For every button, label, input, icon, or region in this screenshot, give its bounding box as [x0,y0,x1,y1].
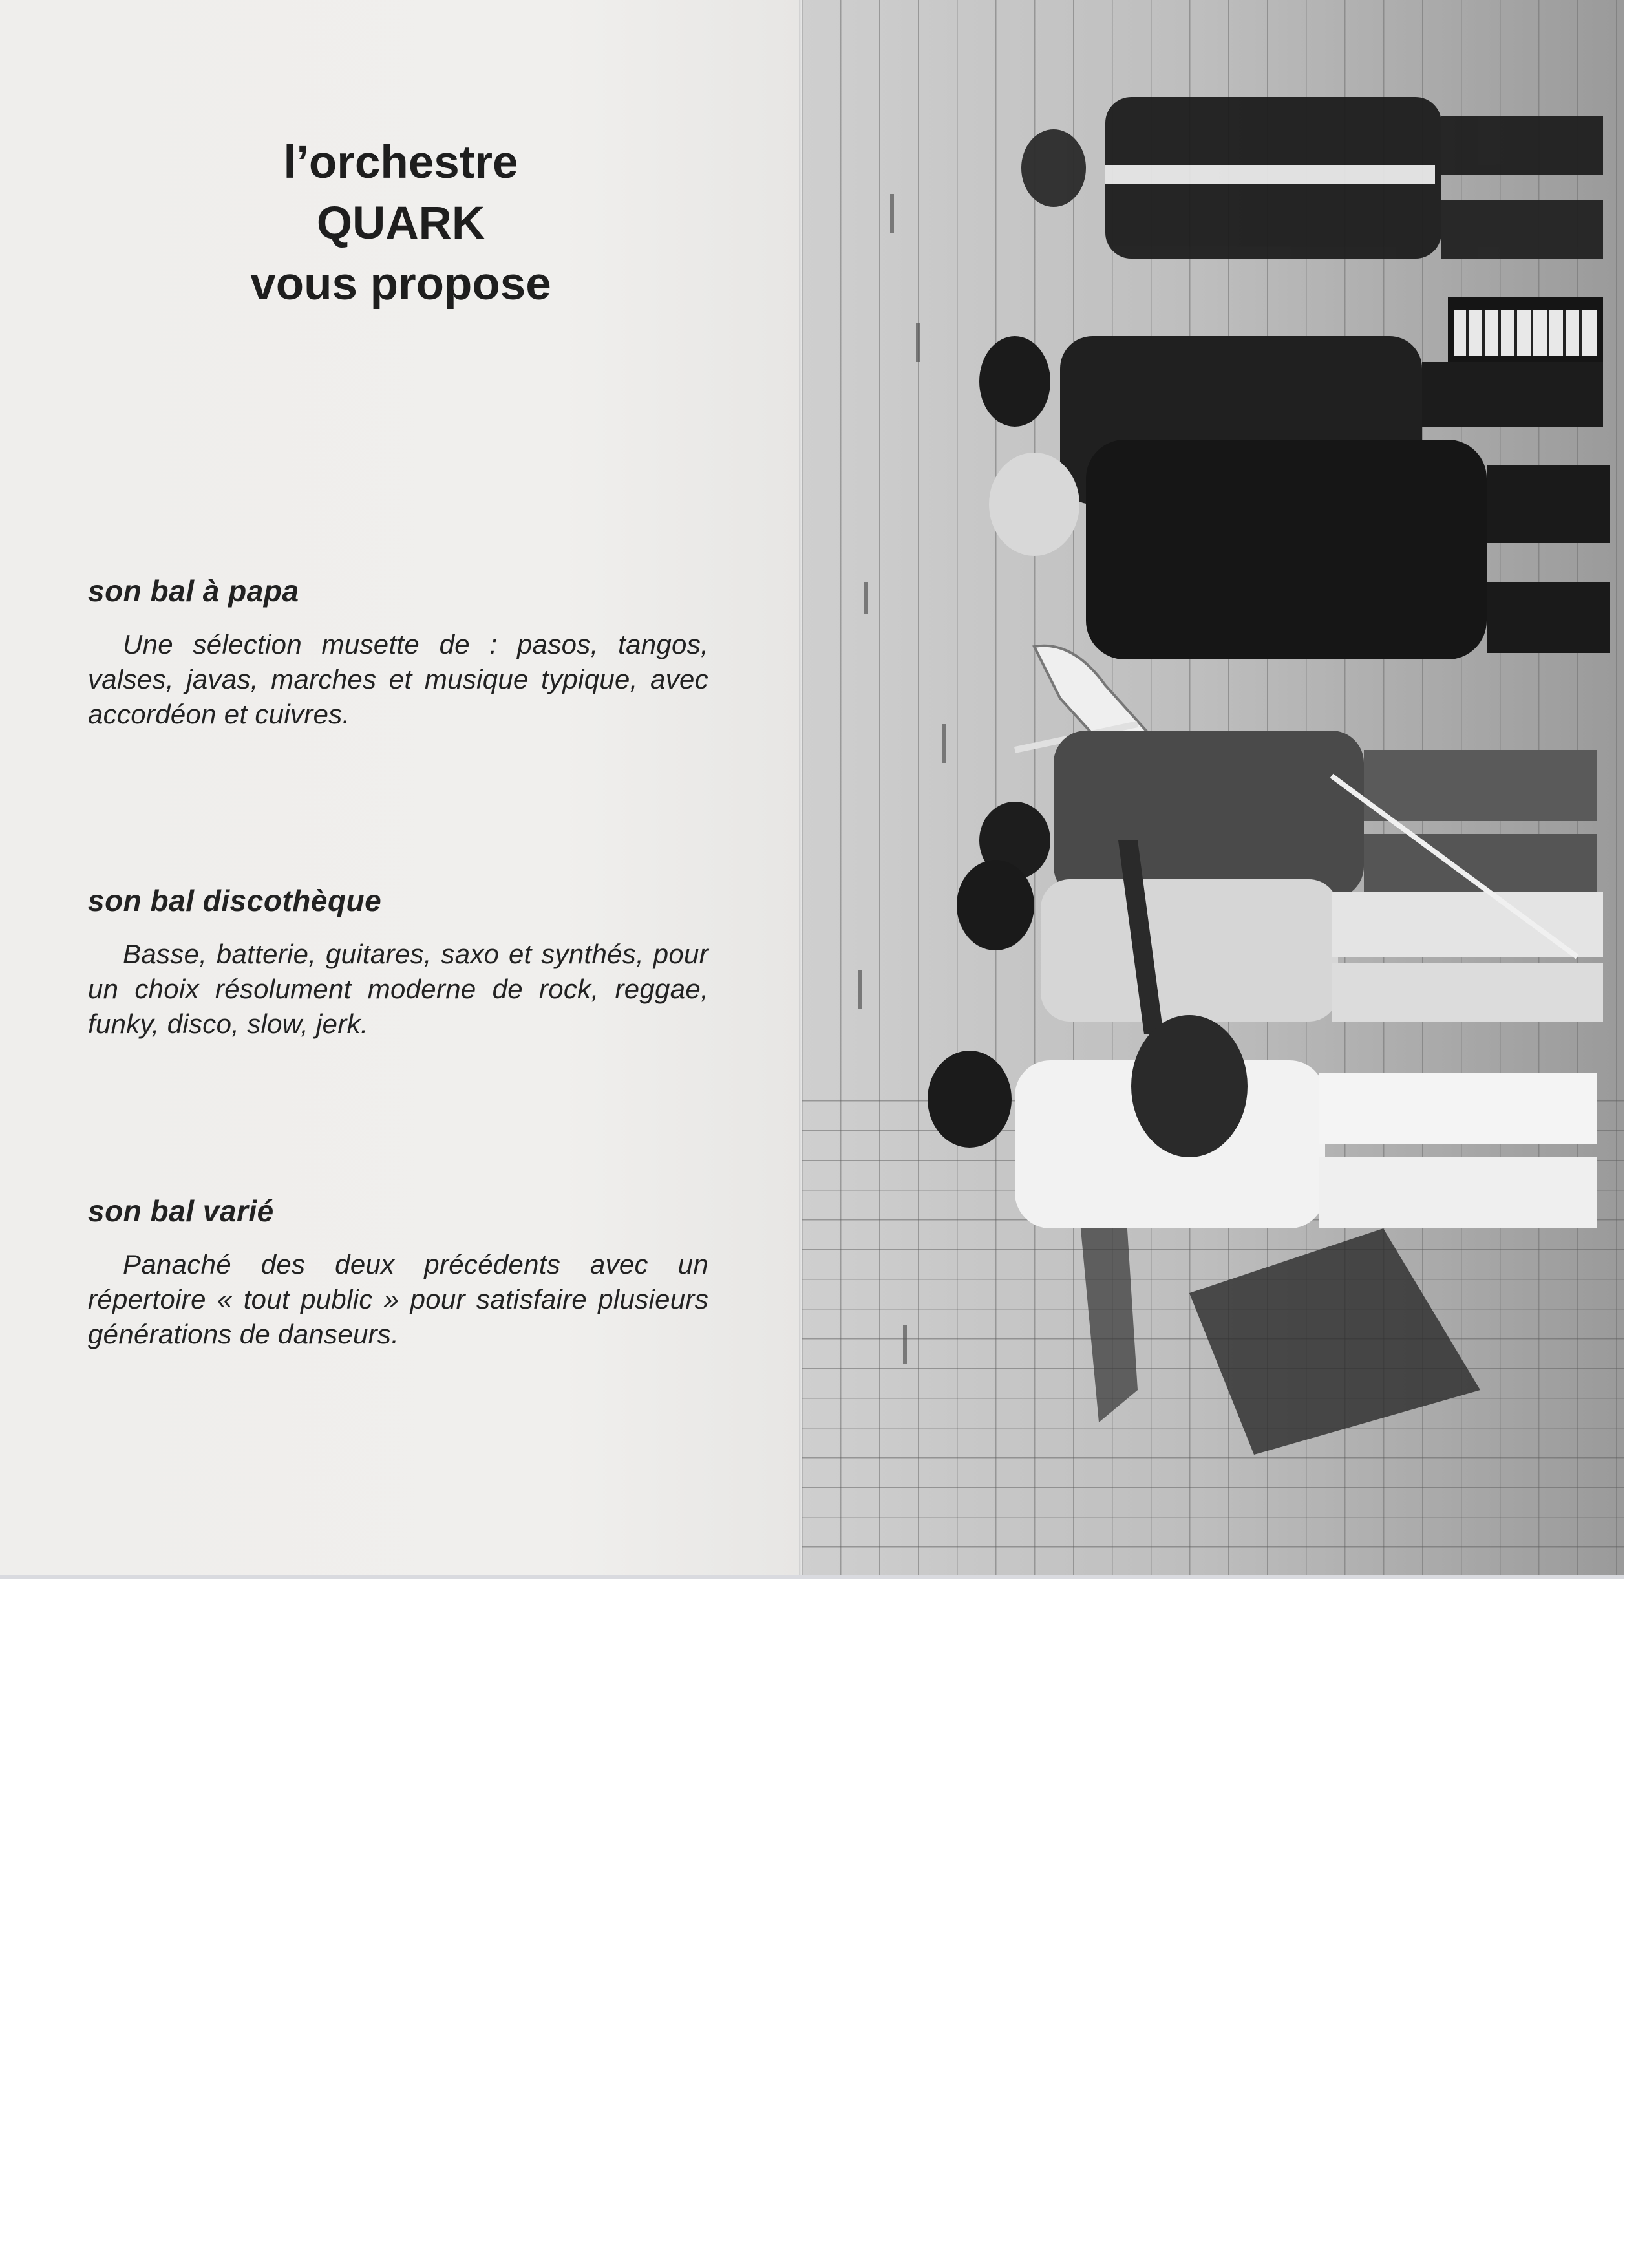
page-title [142,133,659,315]
section-body: Panaché des deux précédents avec un répertoire « tout public » pour satisfaire plusieurs générations de danseurs. [88,1249,708,1349]
text-panel [0,0,802,1575]
section-bal-varie [88,1193,708,1352]
figure-sax [979,731,1597,899]
title-line-3: vous propose [250,259,551,310]
section-body: Une sélection musette de : pasos, tangos, valses, javas, marches et musique typique, avec accordéon et cuivres. [88,629,708,729]
band-photo [802,0,1624,1575]
band-photo-icon [802,0,1624,1575]
section-bal-discotheque [88,883,708,1042]
section-heading: son bal varié [88,1194,274,1228]
section-heading: son bal à papa [88,574,299,608]
section-bal-a-papa [88,573,708,732]
title-line-2: QUARK [316,198,485,249]
section-body: Basse, batterie, guitares, saxo et synthés, pour un choix résolument moderne de rock, reggae, funky, disco, slow, jerk. [88,939,708,1039]
title-line-1: l’orchestre [283,137,518,188]
section-heading: son bal discothèque [88,884,382,917]
